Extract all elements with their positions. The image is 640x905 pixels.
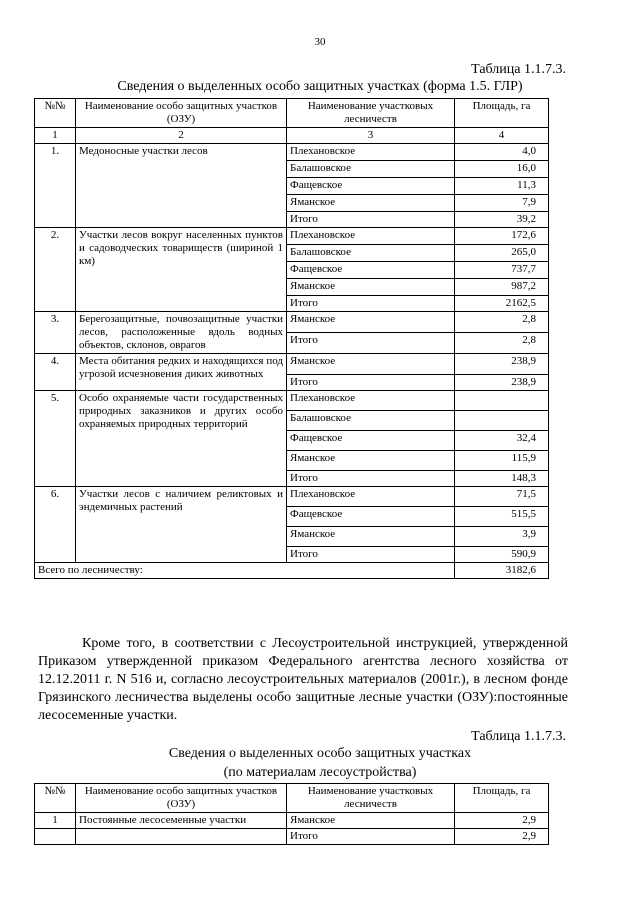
- table2-header-area: Площадь, га: [455, 784, 549, 813]
- forestry-name: Плехановское: [287, 228, 455, 245]
- group-total-value: 238,9: [455, 375, 549, 391]
- table2-row-area: 2,9: [455, 813, 549, 829]
- table-row: [35, 312, 549, 333]
- area-value: 987,2: [455, 279, 549, 296]
- forestry-name: Яманское: [287, 527, 455, 547]
- table-row: [35, 228, 549, 245]
- grand-total-label: Всего по лесничеству:: [35, 563, 455, 579]
- group-total-label: Итого: [287, 375, 455, 391]
- area-value: 32,4: [455, 431, 549, 451]
- area-value: 71,5: [455, 487, 549, 507]
- table2: [34, 783, 549, 845]
- table-row: [35, 144, 549, 161]
- table1-colnum: 4: [455, 128, 549, 144]
- table2-header-forestry: Наименование участковых лесничеств: [287, 784, 455, 813]
- table2-caption-line2: (по материалам лесоустройства): [223, 765, 417, 780]
- table1-colnum: 2: [76, 128, 287, 144]
- group-number: 6.: [35, 487, 76, 563]
- body-paragraph-text: Кроме того, в соответствии с Лесоустроительной инструкцией, утвержденной Приказом утвержденной приказом Федерального агентства лесного хозяйства от 12.12.2011 г. N 516 и, согласно лесоустроительных материалов (2001г.), в лесном фонде Грязинского лесничества выделены особо защитные лесные участки (ОЗУ):постоянные лесосеменные участки.: [38, 636, 568, 723]
- table-row: [35, 354, 549, 375]
- group-number: 2.: [35, 228, 76, 312]
- table2-caption-line1: Сведения о выделенных особо защитных участках: [168, 746, 472, 761]
- area-value: 238,9: [455, 354, 549, 375]
- table2-header-ozu: Наименование особо защитных участков (ОЗУ): [76, 784, 287, 813]
- page-number: 30: [314, 36, 326, 48]
- forestry-name: Балашовское: [287, 411, 455, 431]
- grand-total-value: 3182,6: [455, 563, 549, 579]
- table1-grand-total-row: [35, 563, 549, 579]
- group-total-value: 39,2: [455, 212, 549, 228]
- table2-total-value: 2,9: [455, 829, 549, 845]
- table1-header-ozu: Наименование особо защитных участков (ОЗУ): [76, 99, 287, 128]
- forestry-name: Балашовское: [287, 245, 455, 262]
- group-total-label: Итого: [287, 471, 455, 487]
- ozu-name: Берегозащитные, почвозащитные участки лесов, расположенные вдоль водных объектов, склонов, оврагов: [76, 312, 287, 354]
- table2-row-forestry: Яманское: [287, 813, 455, 829]
- table1-number: Таблица 1.1.7.3.: [471, 62, 566, 77]
- group-total-value: 2,8: [455, 333, 549, 354]
- forestry-name: Яманское: [287, 354, 455, 375]
- area-value: [455, 391, 549, 411]
- forestry-name: Фащевское: [287, 262, 455, 279]
- group-number: 4.: [35, 354, 76, 391]
- group-total-label: Итого: [287, 212, 455, 228]
- table1-colnum: 1: [35, 128, 76, 144]
- area-value: 172,6: [455, 228, 549, 245]
- forestry-name: Фащевское: [287, 431, 455, 451]
- table2-total-label: Итого: [287, 829, 455, 845]
- group-number: 5.: [35, 391, 76, 487]
- area-value: [455, 411, 549, 431]
- table2-row-name: Постоянные лесосеменные участки: [76, 813, 287, 829]
- table1-header-area: Площадь, га: [455, 99, 549, 128]
- table-row: [35, 391, 549, 411]
- table2-total-empty-name: [76, 829, 287, 845]
- table1-caption: Сведения о выделенных особо защитных участках (форма 1.5. ГЛР): [117, 79, 523, 94]
- table2-header-row: [35, 784, 549, 813]
- group-total-value: 590,9: [455, 547, 549, 563]
- area-value: 2,8: [455, 312, 549, 333]
- table2-total-empty-num: [35, 829, 76, 845]
- forestry-name: Фащевское: [287, 178, 455, 195]
- table2-number: Таблица 1.1.7.3.: [471, 729, 566, 744]
- group-total-label: Итого: [287, 296, 455, 312]
- area-value: 115,9: [455, 451, 549, 471]
- group-number: 1.: [35, 144, 76, 228]
- area-value: 3,9: [455, 527, 549, 547]
- area-value: 11,3: [455, 178, 549, 195]
- forestry-name: Балашовское: [287, 161, 455, 178]
- table1-colnum-row: [35, 128, 549, 144]
- table2-header-num: №№: [35, 784, 76, 813]
- forestry-name: Яманское: [287, 451, 455, 471]
- area-value: 265,0: [455, 245, 549, 262]
- table-row: [35, 487, 549, 507]
- area-value: 16,0: [455, 161, 549, 178]
- area-value: 515,5: [455, 507, 549, 527]
- table1-header-num: №№: [35, 99, 76, 128]
- table1-colnum: 3: [287, 128, 455, 144]
- table-row: [35, 813, 549, 829]
- forestry-name: Яманское: [287, 195, 455, 212]
- body-paragraph: [38, 635, 568, 725]
- ozu-name: Особо охраняемые части государственных природных заказников и других особо охраняемых природных территорий: [76, 391, 287, 487]
- forestry-name: Фащевское: [287, 507, 455, 527]
- ozu-name: Участки лесов с наличием реликтовых и эндемичных растений: [76, 487, 287, 563]
- forestry-name: Плехановское: [287, 144, 455, 161]
- forestry-name: Яманское: [287, 312, 455, 333]
- ozu-name: Места обитания редких и находящихся под угрозой исчезновения диких животных: [76, 354, 287, 391]
- group-number: 3.: [35, 312, 76, 354]
- group-total-label: Итого: [287, 333, 455, 354]
- forestry-name: Плехановское: [287, 487, 455, 507]
- table1-header-row: [35, 99, 549, 128]
- ozu-name: Медоносные участки лесов: [76, 144, 287, 228]
- area-value: 7,9: [455, 195, 549, 212]
- area-value: 4,0: [455, 144, 549, 161]
- forestry-name: Яманское: [287, 279, 455, 296]
- area-value: 737,7: [455, 262, 549, 279]
- table1-header-forestry: Наименование участковых лесничеств: [287, 99, 455, 128]
- ozu-name: Участки лесов вокруг населенных пунктов и садоводческих товариществ (шириной 1 км): [76, 228, 287, 312]
- group-total-label: Итого: [287, 547, 455, 563]
- group-total-value: 2162,5: [455, 296, 549, 312]
- table1: [34, 98, 549, 579]
- table2-total-row: [35, 829, 549, 845]
- forestry-name: Плехановское: [287, 391, 455, 411]
- table1-body: [35, 144, 549, 563]
- group-total-value: 148,3: [455, 471, 549, 487]
- table2-row-num: 1: [35, 813, 76, 829]
